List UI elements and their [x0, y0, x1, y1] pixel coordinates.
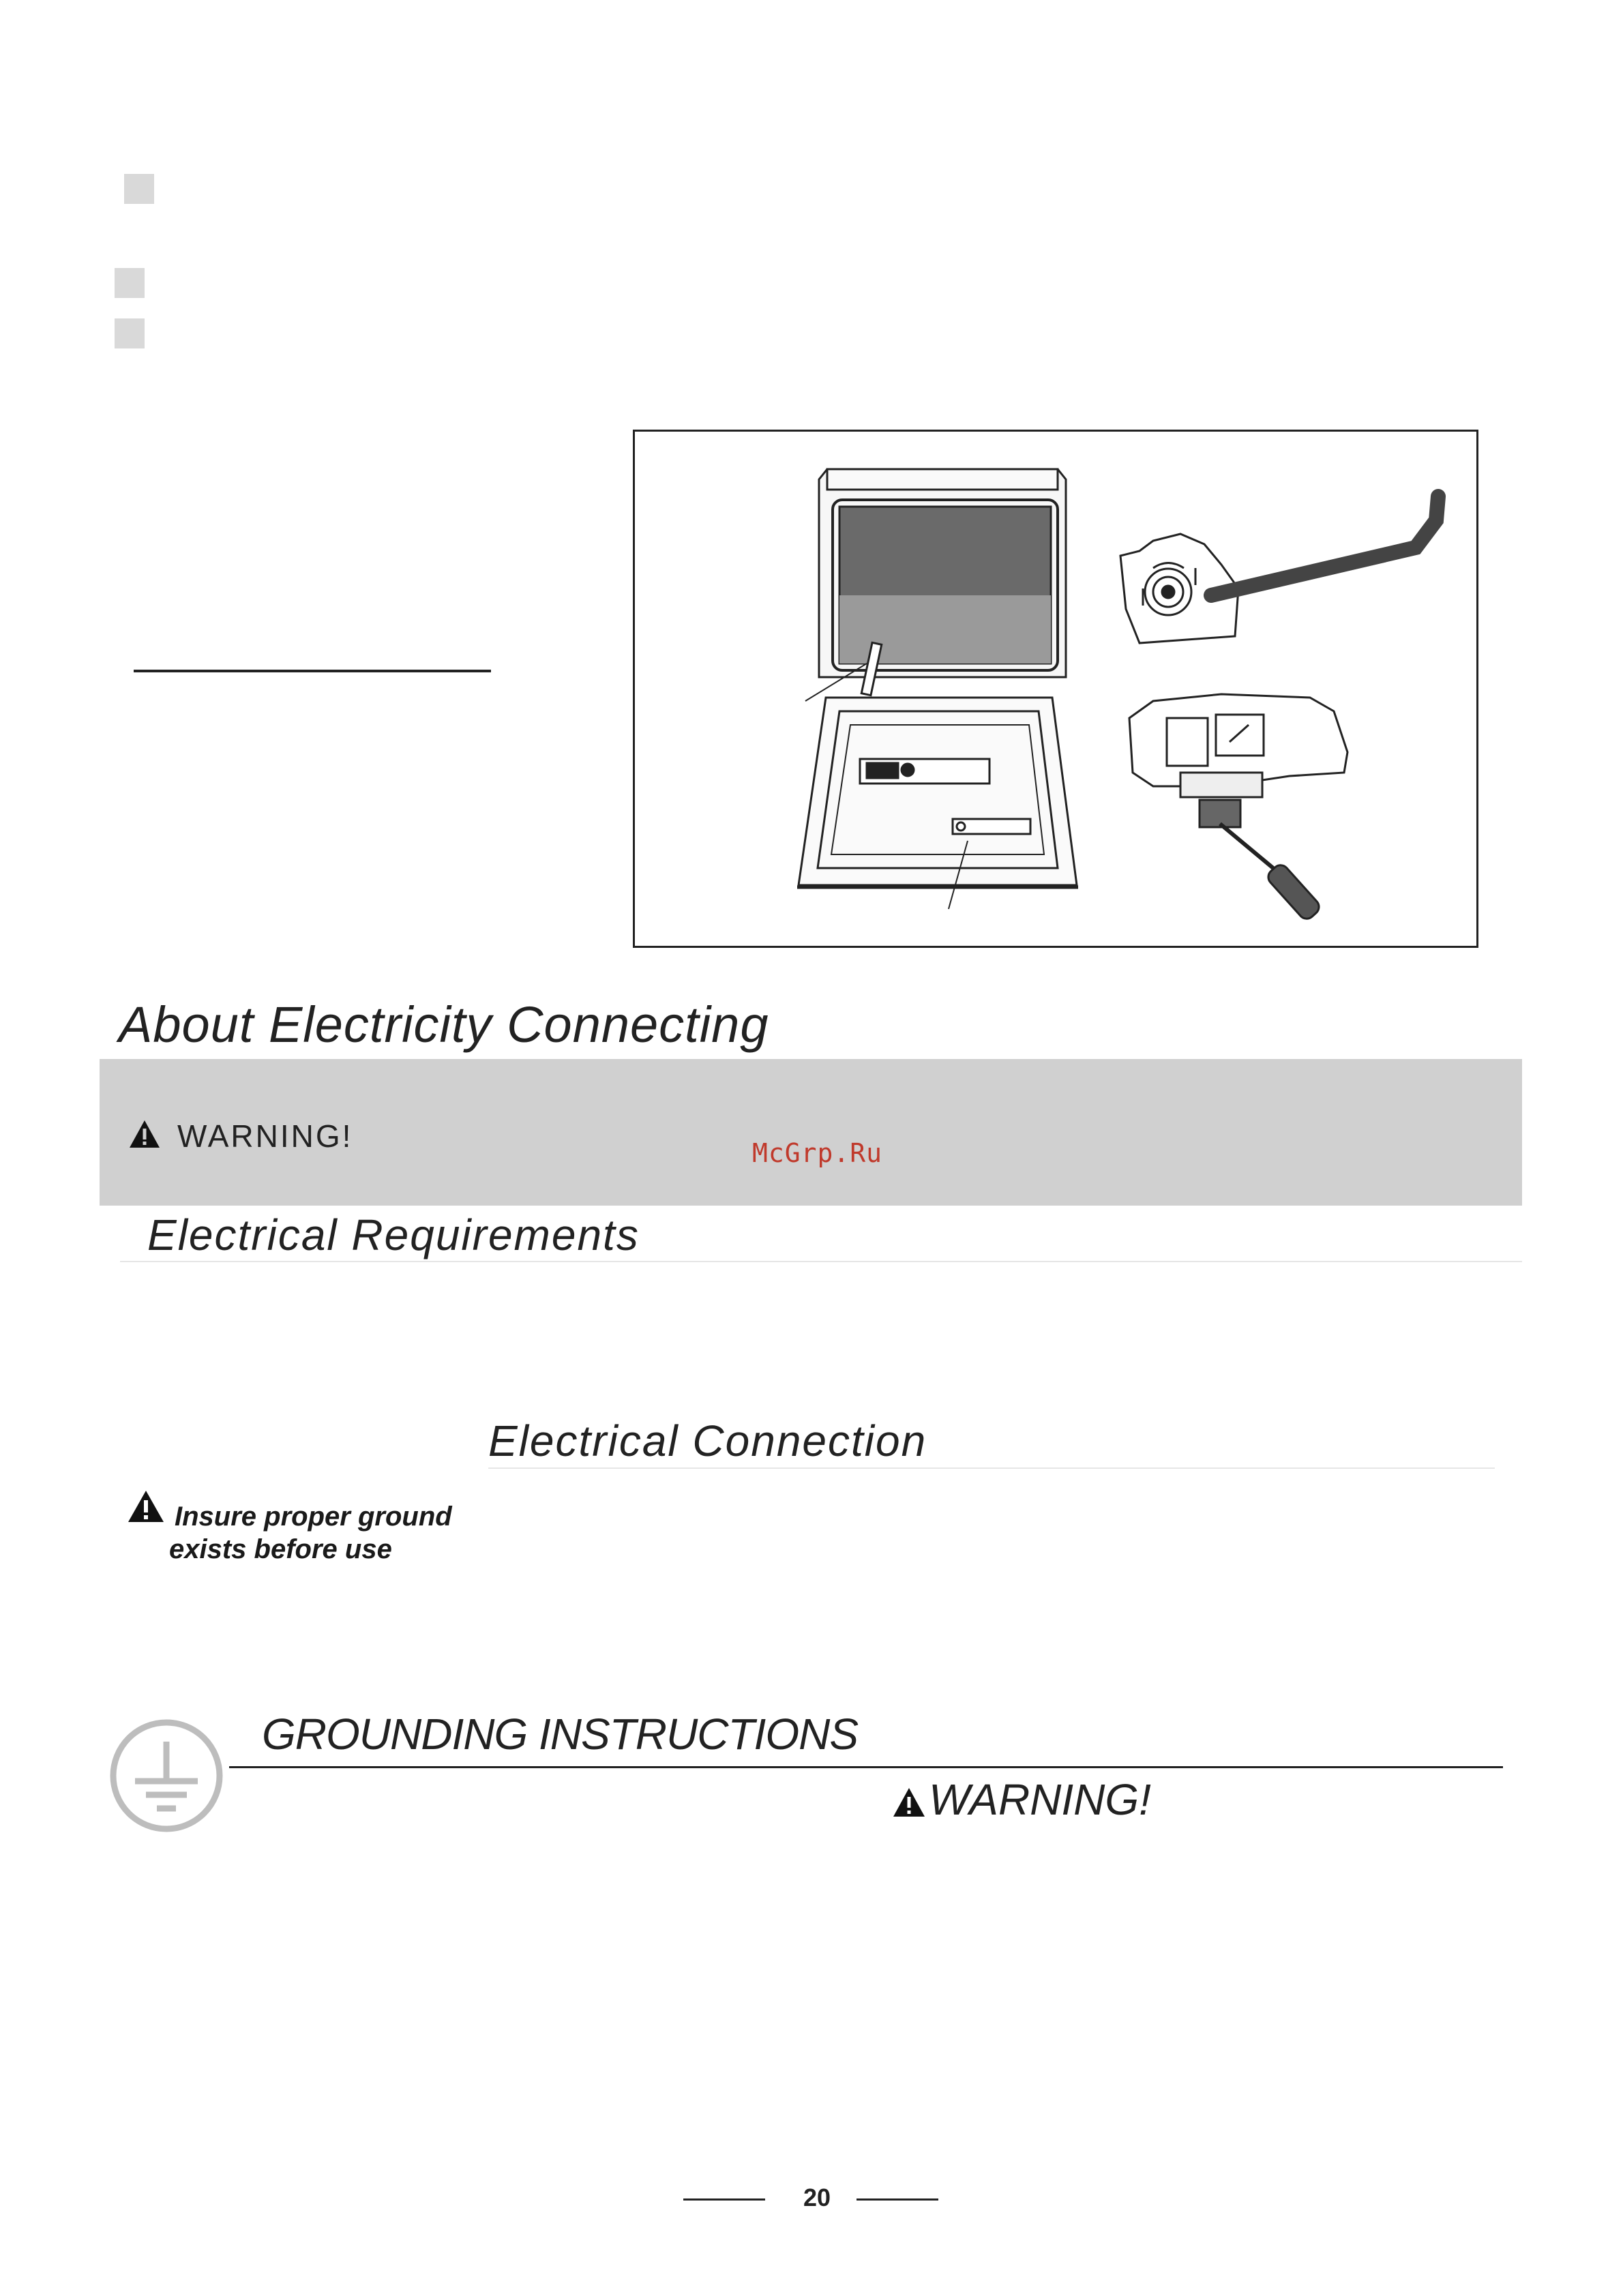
ground-symbol-icon [109, 1718, 224, 1833]
warning-triangle-icon [128, 1119, 161, 1149]
section-divider [120, 1261, 1522, 1262]
bullet-square [115, 268, 145, 298]
leveling-detail [1120, 496, 1438, 643]
warning-triangle-icon [127, 1489, 165, 1523]
dishwasher-illustration [635, 432, 1476, 946]
page-number: 20 [803, 2183, 831, 2211]
section-heading-requirements: Electrical Requirements [147, 1210, 640, 1259]
watermark: McGrp.Ru [752, 1138, 883, 1168]
dishwasher-drawing [797, 469, 1078, 909]
footer-rule-left [683, 2198, 765, 2201]
page-title: About Electricity Connecting [119, 996, 769, 1053]
section-underline [134, 670, 491, 672]
bullet-square [124, 174, 154, 204]
grounding-underline [229, 1766, 1503, 1768]
bullet-square [115, 318, 145, 348]
ground-note-line2: exists before use [169, 1534, 392, 1564]
adjustment-detail [1129, 694, 1347, 922]
grounding-heading: GROUNDING INSTRUCTIONS [262, 1710, 858, 1759]
section-heading-connection: Electrical Connection [488, 1416, 927, 1465]
section-divider [488, 1467, 1495, 1469]
ground-note-line1: Insure proper ground [175, 1502, 452, 1532]
warning-triangle-icon [892, 1787, 926, 1818]
warning-label: WARNING! [177, 1118, 353, 1154]
warning-band [100, 1059, 1522, 1206]
installation-figure [633, 430, 1478, 948]
grounding-warning: WARNING! [929, 1775, 1151, 1824]
footer-rule-right [857, 2198, 938, 2201]
